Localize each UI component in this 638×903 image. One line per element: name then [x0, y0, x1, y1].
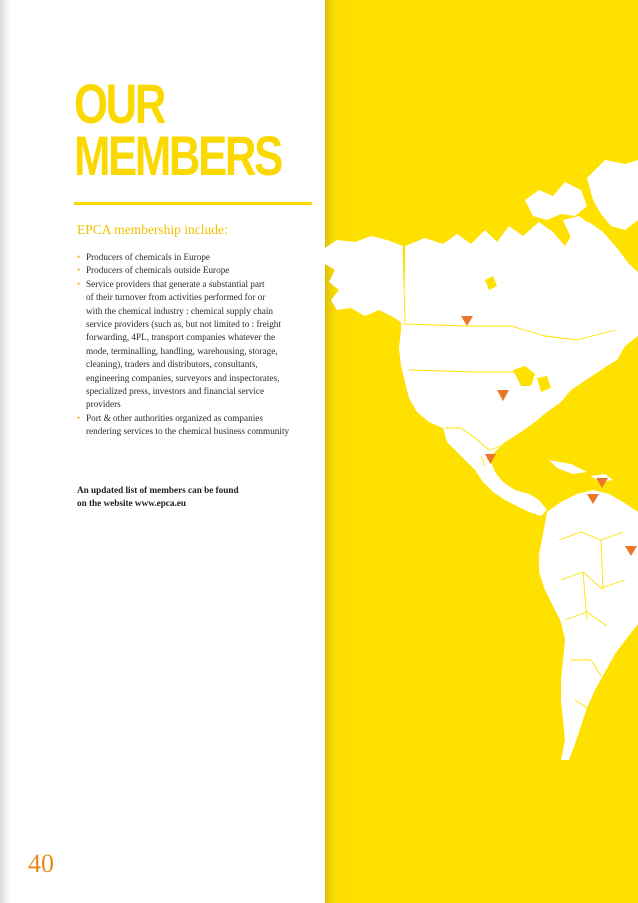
bullet-icon: • [77, 252, 81, 262]
alaska-shape [325, 236, 405, 322]
page-title [74, 72, 281, 187]
list-item-text: Producers of chemicals outside Europe [86, 265, 230, 276]
page-number: 40 [28, 849, 54, 878]
marker-icon [596, 478, 608, 488]
list-item [77, 251, 322, 264]
list-item [77, 278, 322, 412]
bullet-icon: • [77, 265, 81, 276]
title-line-1: OUR [74, 72, 165, 135]
title-divider [74, 202, 312, 205]
south-america-shape [539, 490, 638, 760]
arctic-islands-shape [525, 182, 587, 220]
page-fold-shadow [0, 0, 10, 903]
north-america-shape [399, 222, 638, 460]
bullet-icon: • [77, 412, 81, 423]
list-item-text: Service providers that generate a substantial part of their turnover from activities performed for or with the chemical industry : chemical supply chain service providers (such as, but not limited to : freight forwarding, 4PL, transport companies whatever the mode, terminalling, handling, warehousing, storage, cleaning), traders and distributors, consultants, engineering companies, surveyors and inspectorates, specialized press, investors and financial service providers [86, 278, 281, 410]
list-item [77, 264, 322, 277]
membership-list [77, 251, 322, 439]
list-item-text: Port & other authorities organized as companies rendering services to the chemical business community [86, 412, 290, 437]
cuba-shape [549, 460, 587, 474]
americas-map [325, 160, 638, 760]
membership-intro: EPCA membership include: [77, 222, 228, 237]
continent-shapes [325, 160, 638, 760]
bullet-icon: • [77, 278, 81, 289]
greenland-shape [587, 160, 638, 230]
list-item-text: Producers of chemicals in Europe [86, 252, 210, 262]
list-item [77, 412, 322, 439]
title-line-2: MEMBERS [74, 124, 281, 187]
website-note: An updated list of members can be found on the website www.epca.eu [77, 485, 239, 509]
